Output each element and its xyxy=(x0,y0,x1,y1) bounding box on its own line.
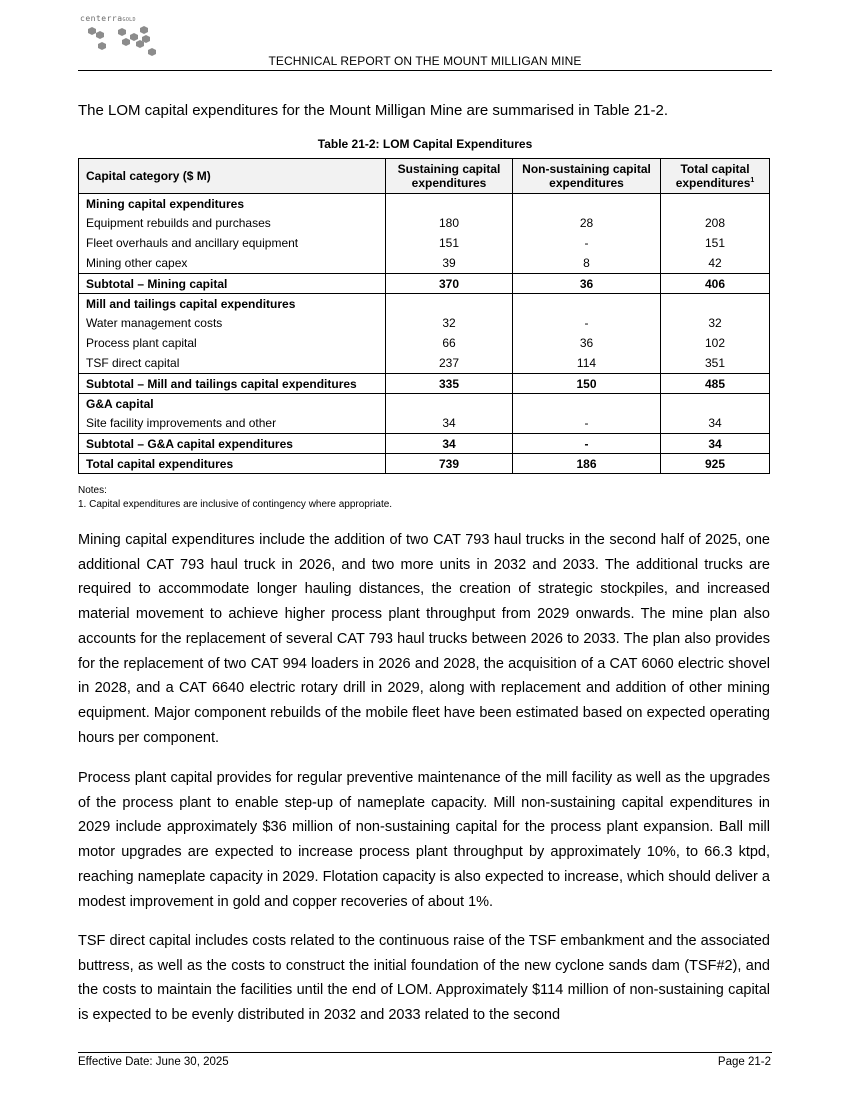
table-row-subtotal xyxy=(79,274,770,294)
table-notes xyxy=(78,484,392,512)
table-row-item xyxy=(79,353,770,374)
header-total-footnote-marker: 1 xyxy=(750,177,755,184)
footer-rule xyxy=(78,1052,772,1053)
cell-category: TSF direct capital xyxy=(79,353,386,374)
cell-sustaining xyxy=(386,294,513,314)
cell-total: 351 xyxy=(661,353,770,374)
note-item: 1. Capital expenditures are inclusive of contingency where appropriate. xyxy=(78,499,393,510)
capital-expenditures-table xyxy=(78,158,770,474)
cell-non-sustaining: - xyxy=(513,233,661,253)
cell-category: Subtotal – G&A capital expenditures xyxy=(79,434,386,454)
cell-category: Equipment rebuilds and purchases xyxy=(79,213,386,233)
cell-total: 32 xyxy=(661,313,770,333)
header-rule xyxy=(78,70,772,71)
cell-category: Subtotal – Mining capital xyxy=(79,274,386,294)
cell-non-sustaining: 36 xyxy=(513,274,661,294)
cell-non-sustaining: 28 xyxy=(513,213,661,233)
cell-category: Subtotal – Mill and tailings capital expenditures xyxy=(79,374,386,394)
logo-wordmark xyxy=(80,14,136,23)
cell-sustaining: 335 xyxy=(386,374,513,394)
cell-category: Site facility improvements and other xyxy=(79,413,386,434)
cell-non-sustaining: 186 xyxy=(513,454,661,474)
cell-sustaining: 32 xyxy=(386,313,513,333)
cell-sustaining: 66 xyxy=(386,333,513,353)
table-row-item xyxy=(79,413,770,434)
cell-category: Fleet overhauls and ancillary equipment xyxy=(79,233,386,253)
table-row-subtotal xyxy=(79,434,770,454)
table-title: Table 21-2: LOM Capital Expenditures xyxy=(317,137,533,151)
table-row-subtotal xyxy=(79,374,770,394)
cell-non-sustaining: - xyxy=(513,434,661,454)
logo-text-small: GOLD xyxy=(122,17,136,23)
table-row-item xyxy=(79,213,770,233)
cell-sustaining: 34 xyxy=(386,434,513,454)
cell-category: Water management costs xyxy=(79,313,386,333)
cell-total: 925 xyxy=(661,454,770,474)
cell-total: 42 xyxy=(661,253,770,274)
header-non-sustaining: Non-sustaining capital expenditures xyxy=(513,159,661,194)
table-row-item xyxy=(79,233,770,253)
table-header-row xyxy=(79,159,770,194)
cell-sustaining: 34 xyxy=(386,413,513,434)
cell-non-sustaining: - xyxy=(513,313,661,333)
cell-non-sustaining: 150 xyxy=(513,374,661,394)
cell-sustaining: 237 xyxy=(386,353,513,374)
cell-total: 34 xyxy=(661,413,770,434)
cell-total: 151 xyxy=(661,233,770,253)
header-title: TECHNICAL REPORT ON THE MOUNT MILLIGAN MINE xyxy=(268,54,582,68)
cell-sustaining: 151 xyxy=(386,233,513,253)
header-capital-category: Capital category ($ M) xyxy=(79,159,386,194)
cell-sustaining: 39 xyxy=(386,253,513,274)
cell-sustaining: 180 xyxy=(386,213,513,233)
cell-category: G&A capital xyxy=(79,394,386,414)
intro-paragraph: The LOM capital expenditures for the Mount Milligan Mine are summarised in Table 21-2. xyxy=(78,102,669,119)
logo-text-main: centerra xyxy=(80,14,123,23)
footer-effective-date: Effective Date: June 30, 2025 xyxy=(78,1056,229,1068)
cell-total xyxy=(661,394,770,414)
paragraph-process-plant-capital: Process plant capital provides for regular preventive maintenance of the mill facility as well as the upgrades of the process plant to enable step-up of nameplate capacity. Mill non-sustaining capital expenditures in 2029 include approximately $36 million of non-sustaining capital for the process plant expansion. Ball mill motor upgrades are expected to increase process plant throughput by approximately 10%, to 66.3 ktpd, reaching nameplate capacity in 2029. Flotation capacity is also expected to increase, which should deliver a modest improvement in gold and copper recoveries of about 1%. xyxy=(78,770,770,910)
cell-total: 208 xyxy=(661,213,770,233)
paragraph-mining-capital: Mining capital expenditures include the addition of two CAT 793 haul trucks in the second half of 2025, one additional CAT 793 haul truck in 2026, and two more units in 2032 and 2033. The additional trucks are required to accommodate longer hauling distances, the creation of strategic stockpiles, and increased material movement to achieve higher process plant throughput from 2029 onwards. The mine plan also accounts for the replacement of several CAT 793 haul trucks between 2026 to 2033. The plan also provides for the replacement of two CAT 994 loaders in 2026 and 2028, the acquisition of a CAT 6060 electric shovel in 2028, and a CAT 6640 electric rotary drill in 2029, along with replacement and addition of other mining equipment. Major component rebuilds of the mobile fleet have been estimated based on expected operating hours per component. xyxy=(78,532,770,746)
table-row-item xyxy=(79,333,770,353)
paragraph-tsf-direct-capital: TSF direct capital includes costs related to the continuous raise of the TSF embankment and the associated buttress, as well as the costs to construct the initial foundation of the new cyclone sands dam (TSF#2), and the costs to maintain the facilities until the end of LOM. Approximately $114 million of non-sustaining capital is expected to be evenly distributed in 2032 and 2033 related to the second xyxy=(78,933,770,1024)
table-row-item xyxy=(79,313,770,333)
cell-non-sustaining: - xyxy=(513,413,661,434)
cell-total xyxy=(661,294,770,314)
cell-non-sustaining: 8 xyxy=(513,253,661,274)
cell-total: 485 xyxy=(661,374,770,394)
table-body xyxy=(79,194,770,474)
cell-non-sustaining: 114 xyxy=(513,353,661,374)
cell-category: Mining capital expenditures xyxy=(79,194,386,214)
cell-category: Mill and tailings capital expenditures xyxy=(79,294,386,314)
table-row-group xyxy=(79,294,770,314)
cell-category: Total capital expenditures xyxy=(79,454,386,474)
cell-sustaining: 370 xyxy=(386,274,513,294)
cell-total: 406 xyxy=(661,274,770,294)
cell-total xyxy=(661,194,770,214)
cell-non-sustaining xyxy=(513,294,661,314)
cell-total: 102 xyxy=(661,333,770,353)
cell-total: 34 xyxy=(661,434,770,454)
notes-label: Notes: xyxy=(78,485,107,496)
header-total xyxy=(661,159,770,194)
table-row-total xyxy=(79,454,770,474)
header-total-label: Total capital expenditures xyxy=(675,162,751,190)
header-sustaining: Sustaining capital expenditures xyxy=(386,159,513,194)
footer-page-number: Page 21-2 xyxy=(717,1056,771,1068)
cell-sustaining xyxy=(386,394,513,414)
cell-non-sustaining xyxy=(513,194,661,214)
cell-non-sustaining: 36 xyxy=(513,333,661,353)
cell-sustaining xyxy=(386,194,513,214)
cell-non-sustaining xyxy=(513,394,661,414)
table-row-item xyxy=(79,253,770,274)
table-row-group xyxy=(79,394,770,414)
table-row-group xyxy=(79,194,770,214)
cell-sustaining: 739 xyxy=(386,454,513,474)
cell-category: Mining other capex xyxy=(79,253,386,274)
cell-category: Process plant capital xyxy=(79,333,386,353)
